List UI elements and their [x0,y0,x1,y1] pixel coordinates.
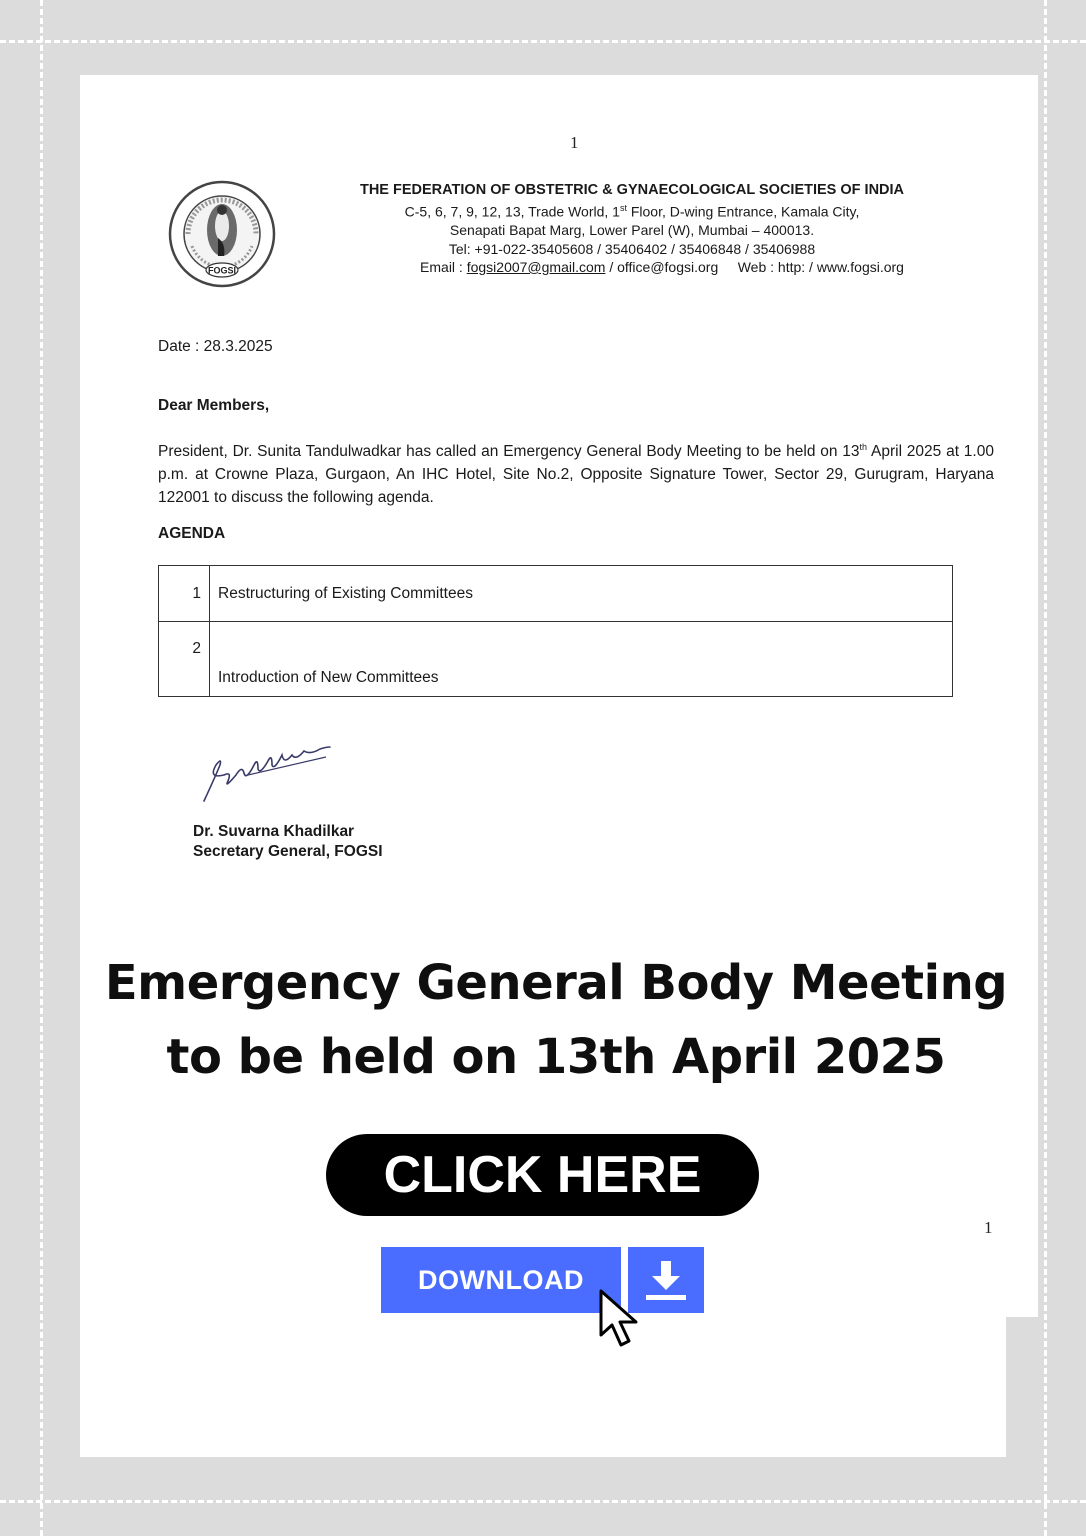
letterhead [320,181,944,276]
org-name: THE FEDERATION OF OBSTETRIC & GYNAECOLOGICAL SOCIETIES OF INDIA [359,182,905,198]
email-secondary: / office@fogsi.org [605,258,719,275]
letter-date: Date : 28.3.2025 [158,338,273,355]
fogsi-logo-icon [168,180,276,288]
frame-dash-right [1044,0,1047,1536]
agenda-number: 2 [159,622,210,697]
signature-image [198,735,338,807]
click-here-label: CLICK HERE [383,1146,702,1204]
address-ordinal: st [619,203,627,214]
agenda-table [158,565,953,697]
download-button[interactable] [381,1247,621,1313]
website: Web : http: / www.fogsi.org [737,258,904,275]
page-number-top: 1 [570,133,579,152]
agenda-number: 1 [159,566,210,622]
letter-body [158,436,994,509]
agenda-item: Introduction of New Committees [210,622,953,697]
body-ordinal: th [859,442,868,452]
table-row [159,566,953,622]
frame-dash-left [40,0,43,1536]
agenda-item: Restructuring of Existing Committees [210,566,953,622]
table-row [159,622,953,697]
address-line-1-rest: Floor, D-wing Entrance, Kamala City, [626,203,860,220]
frame-dash-top [0,40,1086,43]
address-line-1 [320,199,944,221]
address-line-2: Senapati Bapat Marg, Lower Parel (W), Mumbai – 400013. [449,222,815,239]
address-line-1-main: C-5, 6, 7, 9, 12, 13, Trade World, 1 [404,203,620,220]
email-label: Email : [420,258,467,275]
page-number-bottom: 1 [984,1218,993,1237]
document-page-edge [1006,75,1038,1317]
body-text-main: President, Dr. Sunita Tandulwadkar has called an Emergency General Body Meeting to be held on 13 [158,443,860,461]
download-arrow-icon [644,1259,688,1301]
frame-dash-bottom [0,1500,1086,1503]
headline-line-1: Emergency General Body Meeting [104,955,1008,1011]
promo-headline [80,946,1032,1094]
body-text-rest: April 2025 at 1.00 p.m. at Crowne Plaza, Gurgaon, An IHC Hotel, Site No.2, Opposite Signature Tower, Sector 29, Gurugram, Haryana 122001 to discuss the following agenda. [158,443,994,507]
svg-text:FOGSI: FOGSI [207,265,237,276]
signer-block [193,822,383,862]
click-here-button[interactable] [326,1134,759,1216]
greeting: Dear Members, [158,397,270,414]
headline-line-2: to be held on 13th April 2025 [166,1029,946,1085]
download-label: DOWNLOAD [418,1264,584,1295]
signer-title: Secretary General, FOGSI [193,843,383,860]
mouse-pointer-icon [598,1288,646,1355]
agenda-heading: AGENDA [158,525,226,542]
email-link[interactable]: fogsi2007@gmail.com [466,258,606,275]
signer-name: Dr. Suvarna Khadilkar [193,823,355,840]
telephone-line: Tel: +91-022-35405608 / 35406402 / 35406848 / 35406988 [448,240,816,257]
contact-line [380,258,944,276]
